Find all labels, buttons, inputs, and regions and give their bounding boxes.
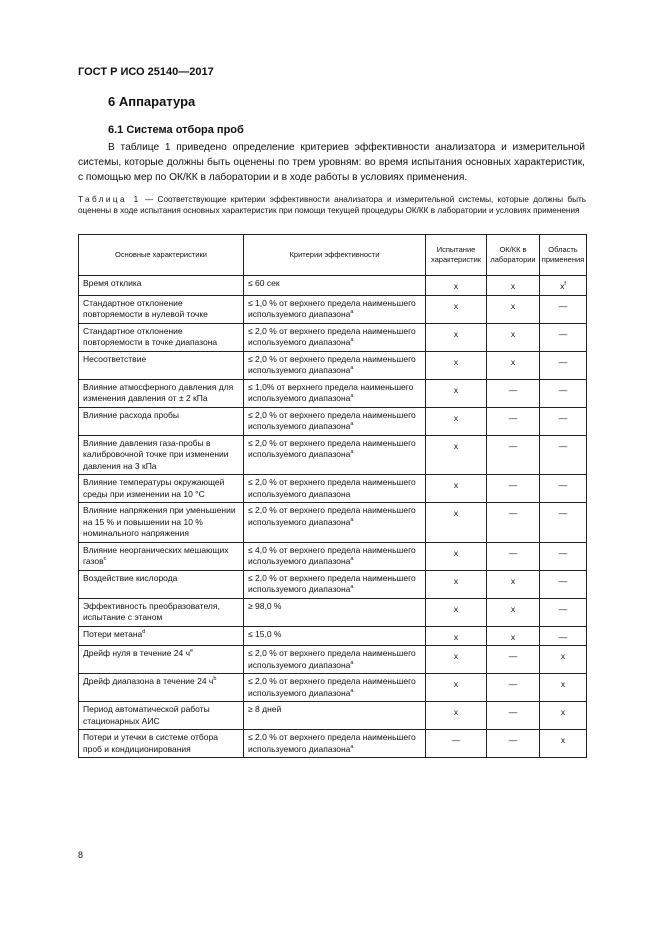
qc-lab-cell-text: х <box>510 603 516 614</box>
qc-lab-cell <box>487 475 540 503</box>
characteristics-test-cell-text: х <box>453 384 459 395</box>
characteristics-test-cell <box>426 435 487 475</box>
criteria-cell <box>244 276 426 296</box>
param-cell <box>79 323 244 351</box>
param-cell <box>79 276 244 296</box>
field-use-cell <box>540 351 587 379</box>
qc-lab-cell <box>487 626 540 646</box>
criteria-cell-footnote: a <box>350 421 354 428</box>
qc-lab-cell <box>487 503 540 543</box>
qc-lab-cell-text: х <box>510 281 516 291</box>
qc-lab-cell-text: — <box>508 735 518 745</box>
characteristics-test-cell <box>426 646 487 674</box>
field-use-cell <box>540 276 587 296</box>
criteria-cell-text: ≥ 8 дней <box>248 704 282 714</box>
characteristics-test-cell-text: х <box>453 356 459 367</box>
criteria-cell-footnote: a <box>350 743 354 750</box>
table-row <box>79 503 587 543</box>
characteristics-test-cell-text: х <box>453 575 459 586</box>
qc-lab-cell <box>487 295 540 323</box>
criteria-cell-text: ≤ 2,0 % от верхнего предела наименьшего используемого диапазона <box>248 437 416 459</box>
header-cell: Область применения <box>540 235 587 276</box>
param-cell <box>79 295 244 323</box>
param-cell-text: Стандартное отклонение повторяемости в нулевой точке <box>83 297 208 319</box>
field-use-cell-text: — <box>558 631 568 642</box>
characteristics-test-cell-text: х <box>453 707 459 717</box>
param-cell-text: Влияние напряжения при уменьшении на 15 % и повышении на 10 % номинального напряжения <box>83 505 236 538</box>
characteristics-test-cell-text: — <box>451 735 461 745</box>
param-cell-text: Стандартное отклонение повторяемости в точке диапазона <box>83 325 218 347</box>
qc-lab-cell <box>487 351 540 379</box>
criteria-cell <box>244 379 426 407</box>
criteria-cell-text: ≤ 2,0 % от верхнего предела наименьшего используемого диапазона <box>248 732 416 754</box>
param-cell <box>79 674 244 702</box>
criteria-cell <box>244 674 426 702</box>
characteristics-test-cell <box>426 379 487 407</box>
param-cell <box>79 475 244 503</box>
page-number: 8 <box>78 850 84 860</box>
criteria-cell <box>244 598 426 626</box>
table-row <box>79 295 587 323</box>
field-use-cell-text: — <box>558 547 568 558</box>
field-use-cell-text: — <box>558 508 568 518</box>
qc-lab-cell <box>487 276 540 296</box>
field-use-cell <box>540 379 587 407</box>
table-row <box>79 435 587 475</box>
criteria-cell-footnote: a <box>350 584 354 591</box>
characteristics-test-cell-text: х <box>453 328 459 339</box>
field-use-cell-text: — <box>558 480 568 490</box>
characteristics-test-cell-text: х <box>453 508 459 518</box>
qc-lab-cell-text: х <box>510 631 516 642</box>
param-cell <box>79 702 244 730</box>
characteristics-test-cell <box>426 626 487 646</box>
criteria-cell <box>244 542 426 570</box>
param-cell-text: Влияние атмосферного давления для изменения давления от ± 2 кПа <box>83 381 234 403</box>
characteristics-test-cell-text: х <box>453 440 459 451</box>
field-use-cell-text: — <box>558 575 568 586</box>
criteria-cell-footnote: a <box>350 687 354 694</box>
qc-lab-cell-text: — <box>508 412 518 423</box>
criteria-cell-text: ≤ 1,0% от верхнего предела наименьшего используемого диапазона <box>248 381 414 403</box>
field-use-cell-text: — <box>558 412 568 423</box>
characteristics-test-cell <box>426 276 487 296</box>
characteristics-test-cell <box>426 503 487 543</box>
criteria-cell <box>244 295 426 323</box>
characteristics-test-cell-text: х <box>453 412 459 423</box>
header-cell: ОК/КК в лаборатории <box>487 235 540 276</box>
criteria-table <box>78 234 587 758</box>
field-use-cell-text: — <box>558 328 568 339</box>
qc-lab-cell <box>487 435 540 475</box>
param-cell <box>79 503 244 543</box>
param-cell-text: Воздействие кислорода <box>83 572 178 583</box>
param-cell-footnote: b <box>213 676 217 683</box>
qc-lab-cell-text: — <box>508 547 518 558</box>
field-use-cell-footnote: f <box>564 281 566 288</box>
table-row <box>79 475 587 503</box>
subsection-title: 6.1 Система отбора проб <box>108 124 244 136</box>
criteria-cell-text: ≤ 2,0 % от верхнего предела наименьшего используемого диапазона <box>248 572 416 594</box>
field-use-cell <box>540 674 587 702</box>
qc-lab-cell-text: — <box>508 384 518 395</box>
characteristics-test-cell <box>426 542 487 570</box>
field-use-cell-text: — <box>558 603 568 614</box>
table-row <box>79 674 587 702</box>
param-cell-footnote: c <box>103 556 107 563</box>
qc-lab-cell-text: х <box>510 356 516 367</box>
criteria-cell <box>244 730 426 758</box>
table-row <box>79 323 587 351</box>
qc-lab-cell-text: — <box>508 480 518 490</box>
param-cell-text: Время отклика <box>83 278 142 288</box>
criteria-cell-footnote: a <box>350 449 354 456</box>
param-cell <box>79 351 244 379</box>
body-paragraph-text: В таблице 1 приведено определение критериев эффективности анализатора и измерительной системы, которые должны быть оценены по трем уровням: во время испытания основных характеристик, с помощью мер по ОК/КК в лаборатории и в ходе работы в условиях применения. <box>78 142 585 183</box>
table-row <box>79 598 587 626</box>
criteria-cell <box>244 323 426 351</box>
param-cell-text: Потери и утечки в системе отбора проб и кондиционирования <box>83 732 218 754</box>
param-cell-text: Дрейф диапазона в течение 24 ч <box>83 676 214 686</box>
field-use-cell <box>540 598 587 626</box>
criteria-cell <box>244 646 426 674</box>
param-cell <box>79 435 244 475</box>
criteria-cell-footnote: a <box>350 309 354 316</box>
field-use-cell-text: х <box>560 679 566 689</box>
param-cell <box>79 598 244 626</box>
criteria-cell-text: ≤ 2,0 % от верхнего предела наименьшего используемого диапазона <box>248 648 416 670</box>
param-cell <box>79 730 244 758</box>
table-caption-text: — Соответствующие критерии эффективности анализатора и измерительной системы, которые должны быть оценены в ходе испытания основных характеристик при помощи текущей процедуры ОК/КК в лаборатории и условиях применения <box>78 195 587 215</box>
field-use-cell <box>540 475 587 503</box>
field-use-cell <box>540 702 587 730</box>
characteristics-test-cell-text: х <box>453 603 459 614</box>
param-cell <box>79 379 244 407</box>
criteria-cell-footnote: a <box>350 365 354 372</box>
table-header-row <box>79 235 587 276</box>
characteristics-test-cell-text: х <box>453 679 459 689</box>
param-cell-footnote: d <box>142 628 146 635</box>
characteristics-test-cell <box>426 702 487 730</box>
param-cell-text: Эффективность преобразователя, испытание с этаном <box>83 600 220 622</box>
qc-lab-cell <box>487 730 540 758</box>
characteristics-test-cell <box>426 598 487 626</box>
table-row <box>79 570 587 598</box>
characteristics-test-cell-text: х <box>453 300 459 311</box>
criteria-cell-text: ≤ 4,0 % от верхнего предела наименьшего используемого диапазона <box>248 544 416 566</box>
field-use-cell <box>540 503 587 543</box>
param-cell-text: Влияние давления газа-пробы в калибровочной точке при изменении давления на 3 кПа <box>83 437 229 471</box>
param-cell-text: Потери метана <box>83 628 143 639</box>
param-cell-text: Влияние температуры окружающей среды при изменении на 10 °С <box>83 477 225 499</box>
field-use-cell-text: х <box>560 735 566 745</box>
field-use-cell-text: — <box>558 300 568 311</box>
qc-lab-cell <box>487 379 540 407</box>
characteristics-test-cell <box>426 570 487 598</box>
header-cell: Испытание характеристик <box>426 235 487 276</box>
field-use-cell-text: — <box>558 384 568 395</box>
criteria-cell-text: ≤ 2,0 % от верхнего предела наименьшего используемого диапазона <box>248 477 416 499</box>
table-row <box>79 276 587 296</box>
field-use-cell-text: — <box>558 440 568 451</box>
criteria-cell-text: ≤ 2,0 % от верхнего предела наименьшего используемого диапазона <box>248 353 416 375</box>
field-use-cell-text: х <box>560 651 566 661</box>
characteristics-test-cell-text: х <box>453 651 459 661</box>
param-cell-text: Влияние расхода пробы <box>83 409 179 420</box>
qc-lab-cell-text: — <box>508 440 518 451</box>
qc-lab-cell-text: — <box>508 679 518 689</box>
param-cell-text: Влияние неорганических мешающих газов <box>83 544 229 566</box>
field-use-cell <box>540 323 587 351</box>
criteria-cell <box>244 407 426 435</box>
table-row <box>79 542 587 570</box>
document-code: ГОСТ Р ИСО 25140—2017 <box>78 66 214 78</box>
criteria-cell <box>244 702 426 730</box>
param-cell-footnote: e <box>190 648 194 655</box>
header-cell: Критерии эффективности <box>244 235 426 276</box>
table-row <box>79 702 587 730</box>
criteria-cell <box>244 351 426 379</box>
table-row <box>79 730 587 758</box>
criteria-cell-text: ≤ 2,0 % от верхнего предела наименьшего используемого диапазона <box>248 409 416 431</box>
criteria-cell-text: ≤ 2,0 % от верхнего предела наименьшего используемого диапазона <box>248 325 416 347</box>
characteristics-test-cell-text: х <box>453 547 459 558</box>
criteria-cell-text: ≤ 1,0 % от верхнего предела наименьшего используемого диапазона <box>248 297 416 319</box>
criteria-cell <box>244 435 426 475</box>
characteristics-test-cell <box>426 475 487 503</box>
qc-lab-cell <box>487 542 540 570</box>
field-use-cell <box>540 435 587 475</box>
criteria-cell <box>244 503 426 543</box>
field-use-cell <box>540 295 587 323</box>
field-use-cell <box>540 407 587 435</box>
param-cell-text: Период автоматической работы стационарных АИС <box>83 704 210 726</box>
table-row <box>79 646 587 674</box>
field-use-cell-text: х <box>560 281 565 291</box>
qc-lab-cell-text: — <box>508 651 518 661</box>
criteria-cell-footnote: a <box>350 516 354 523</box>
qc-lab-cell <box>487 598 540 626</box>
param-cell <box>79 646 244 674</box>
qc-lab-cell-text: — <box>508 508 518 518</box>
field-use-cell <box>540 730 587 758</box>
field-use-cell-text: — <box>558 356 568 367</box>
criteria-cell-footnote: a <box>350 337 354 344</box>
body-paragraph <box>78 140 585 185</box>
qc-lab-cell <box>487 674 540 702</box>
table-caption <box>78 194 586 216</box>
field-use-cell <box>540 570 587 598</box>
criteria-cell-footnote: a <box>350 393 354 400</box>
field-use-cell <box>540 626 587 646</box>
table-caption-label: Таблица 1 <box>78 195 141 204</box>
qc-lab-cell-text: — <box>508 707 518 717</box>
param-cell-text: Несоответствие <box>83 353 147 364</box>
param-cell <box>79 626 244 646</box>
qc-lab-cell-text: х <box>510 300 516 311</box>
criteria-cell <box>244 570 426 598</box>
param-cell-text: Дрейф нуля в течение 24 ч <box>83 648 191 658</box>
table-row <box>79 407 587 435</box>
criteria-cell-footnote: a <box>350 556 354 563</box>
criteria-cell-text: ≤ 2,0 % от верхнего предела наименьшего используемого диапазона <box>248 676 416 698</box>
field-use-cell-text: х <box>560 707 566 717</box>
param-cell <box>79 570 244 598</box>
param-cell <box>79 407 244 435</box>
qc-lab-cell <box>487 407 540 435</box>
criteria-cell-text: ≤ 60 сек <box>248 278 280 288</box>
table-row <box>79 626 587 646</box>
criteria-cell-text: ≥ 98,0 % <box>248 600 282 611</box>
characteristics-test-cell-text: х <box>453 631 459 642</box>
characteristics-test-cell <box>426 407 487 435</box>
qc-lab-cell <box>487 646 540 674</box>
table-row <box>79 379 587 407</box>
field-use-cell <box>540 646 587 674</box>
field-use-cell <box>540 542 587 570</box>
qc-lab-cell <box>487 323 540 351</box>
characteristics-test-cell-text: х <box>453 281 459 291</box>
criteria-cell <box>244 626 426 646</box>
criteria-cell <box>244 475 426 503</box>
qc-lab-cell-text: х <box>510 575 516 586</box>
qc-lab-cell-text: х <box>510 328 516 339</box>
table-body <box>79 276 587 758</box>
section-title: 6 Аппаратура <box>108 94 196 109</box>
criteria-cell-footnote: a <box>350 659 354 666</box>
characteristics-test-cell <box>426 674 487 702</box>
characteristics-test-cell <box>426 730 487 758</box>
qc-lab-cell <box>487 570 540 598</box>
table-row <box>79 351 587 379</box>
characteristics-test-cell-text: х <box>453 480 459 490</box>
characteristics-test-cell <box>426 295 487 323</box>
characteristics-test-cell <box>426 323 487 351</box>
criteria-cell-text: ≤ 15,0 % <box>248 628 282 639</box>
header-cell: Основные характеристики <box>79 235 244 276</box>
criteria-cell-text: ≤ 2,0 % от верхнего предела наименьшего используемого диапазона <box>248 505 416 527</box>
qc-lab-cell <box>487 702 540 730</box>
characteristics-test-cell <box>426 351 487 379</box>
param-cell <box>79 542 244 570</box>
